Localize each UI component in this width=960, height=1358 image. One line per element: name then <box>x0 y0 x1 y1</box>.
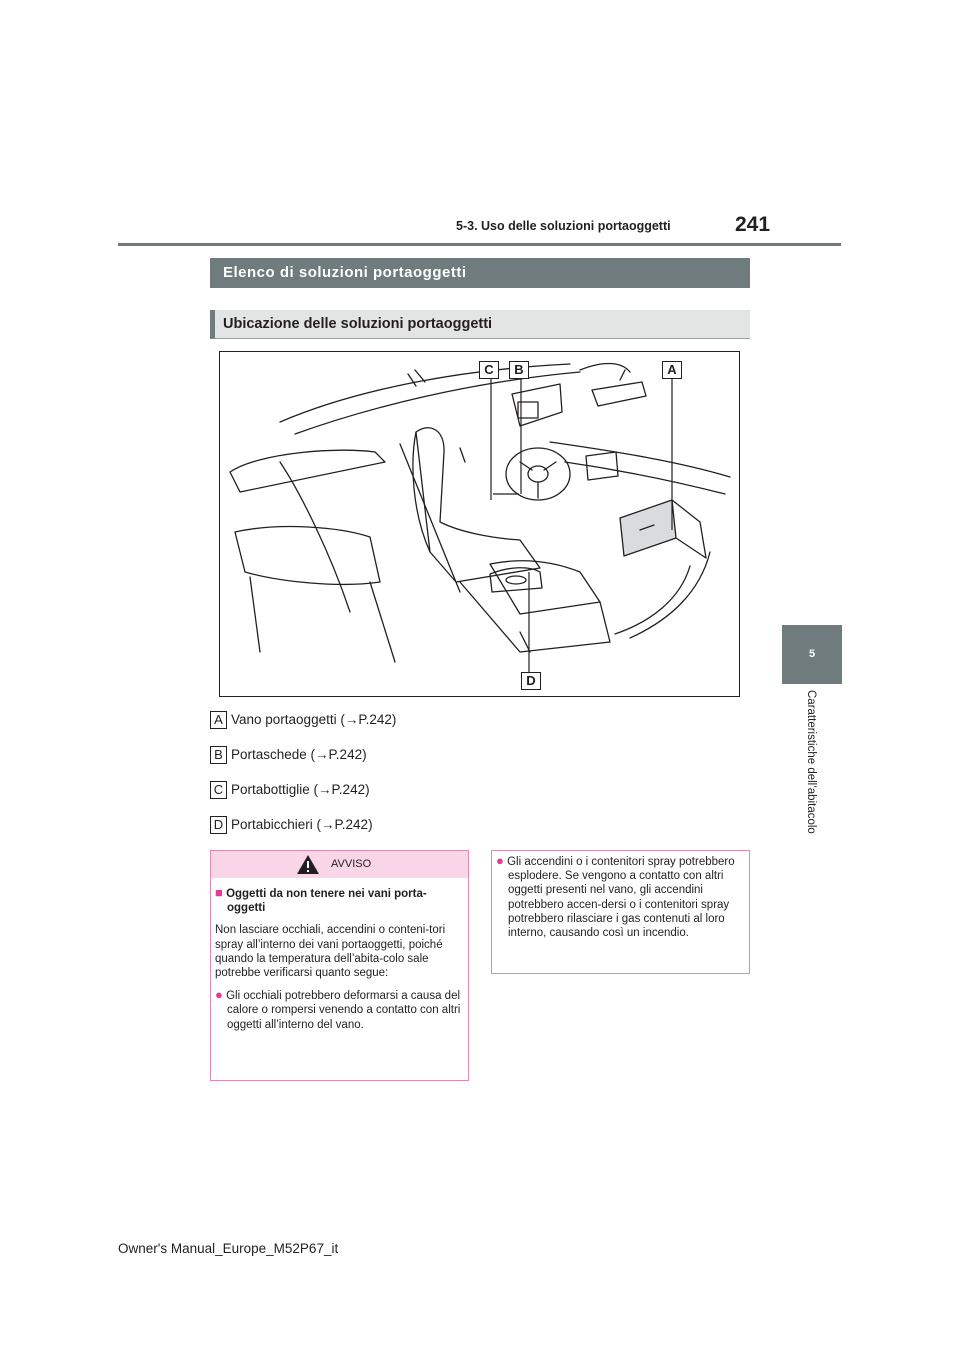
cabin-illustration <box>219 351 740 697</box>
page-number: 241 <box>735 213 771 236</box>
footer-text: Owner's Manual_Europe_M52P67_it <box>118 1241 339 1256</box>
warning-body: Non lasciare occhiali, accendini o conteni-tori spray all’interno dei vani portaoggetti, poiché quando la temperatura dell’abita-colo sale potrebbe verificarsi quanto segue: <box>215 924 446 980</box>
warning-bullet: Gli occhiali potrebbero deformarsi a causa del calore o rompersi venendo a contatto con altri oggetti all’interno del vano. <box>226 990 461 1031</box>
callout-d: D <box>521 672 541 690</box>
legend-text: Vano portaoggetti (→P.242) <box>231 712 397 727</box>
subsection-title: Ubicazione delle soluzioni portaoggetti <box>210 310 750 339</box>
chapter-label <box>803 690 817 870</box>
warning-triangle-icon <box>296 854 320 875</box>
callout-a: A <box>662 361 682 379</box>
legend-key: D <box>210 816 227 834</box>
bullet-icon: ● <box>215 987 223 1003</box>
warning-bullet: Gli accendini o i contenitori spray potrebbero esplodere. Se vengono a contatto con altri oggetti presenti nel vano, gli accendini potrebbero accen-dersi o i contenitori spray potrebbero rilasciare i gas contenuti al loro interno, causando così un incendio. <box>507 856 735 940</box>
page-title: Elenco di soluzioni portaoggetti <box>210 258 750 288</box>
legend-text: Portabicchieri (→P.242) <box>231 817 373 832</box>
chapter-label-text: Caratteristiche dell’abitacolo <box>805 690 817 834</box>
legend-text: Portabottiglie (→P.242) <box>231 782 370 797</box>
callout-c: C <box>479 361 499 379</box>
bullet-icon: ● <box>496 853 504 868</box>
warning-header <box>211 851 468 878</box>
warning-box-continued <box>491 850 750 974</box>
warning-label: AVVISO <box>331 858 372 870</box>
legend-key: C <box>210 781 227 799</box>
callout-b: B <box>509 361 529 379</box>
section-title: 5-3. Uso delle soluzioni portaoggetti <box>456 219 671 233</box>
warning-heading: Oggetti da non tenere nei vani porta-oggetti <box>226 888 427 915</box>
header-rule <box>118 243 841 246</box>
legend-text: Portaschede (→P.242) <box>231 747 367 762</box>
legend-key: B <box>210 746 227 764</box>
legend-key: A <box>210 711 227 729</box>
chapter-tab: 5 <box>782 625 842 684</box>
square-bullet-icon: ■ <box>215 885 223 900</box>
warning-box <box>210 850 469 1081</box>
